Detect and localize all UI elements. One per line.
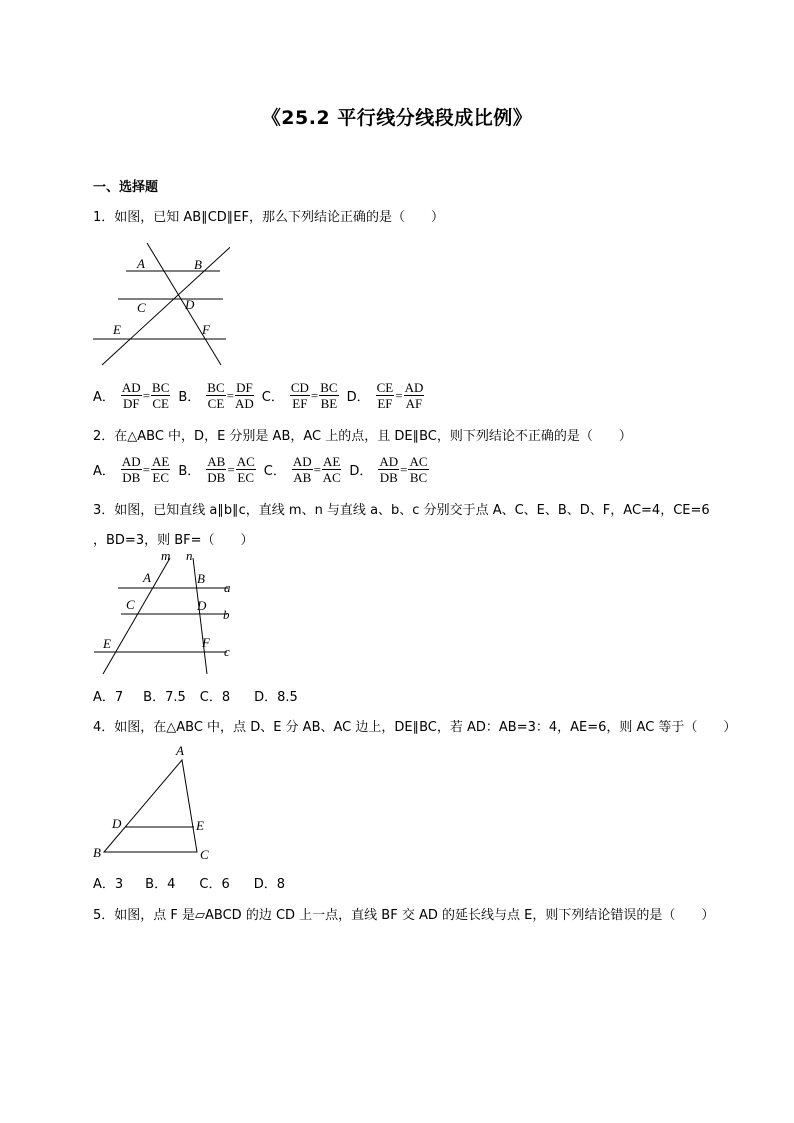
- option-b[interactable]: B． $\frac{AB}{DB}$ = $\frac{AC}{EC}$: [178, 454, 255, 485]
- fig3-label-m: m: [161, 548, 171, 563]
- option-a[interactable]: A． $\frac{AD}{DB}$ = $\frac{AE}{EC}$: [93, 454, 170, 485]
- option-d[interactable]: D． $\frac{CE}{EF}$ = $\frac{AD}{AF}$: [346, 380, 424, 411]
- question-3-line-2: ，BD=3，则 BF=（ ）: [93, 533, 254, 548]
- option-label: A．: [93, 464, 115, 479]
- option-b[interactable]: B．7.5: [143, 690, 186, 705]
- fig4-label-a: A: [176, 743, 184, 758]
- fig3-label-d-point: D: [197, 598, 207, 613]
- fraction: $\frac{AD}{AF}$: [404, 380, 424, 411]
- fig3-label-a-line: a: [224, 580, 231, 595]
- fig4-label-c: C: [200, 847, 209, 862]
- option-label: D．: [346, 390, 370, 405]
- option-label: A．: [93, 390, 115, 405]
- fraction: $\frac{BC}{CE}$: [152, 380, 170, 411]
- question-4-text: 4．如图，在△ABC 中，点 D、E 分 AB、AC 边上，DE∥BC，若 AD：AB=3：4，AE=6，则 AC 等于（ ）: [93, 720, 737, 735]
- option-c[interactable]: C．8: [199, 690, 231, 705]
- fig3-label-f-point: F: [202, 635, 210, 650]
- question-2-text: 2．在△ABC 中，D，E 分别是 AB，AC 上的点，且 DE∥BC，则下列结论不正确的是（ ）: [93, 429, 632, 444]
- option-label: C．: [261, 390, 284, 405]
- question-3-options: [93, 686, 298, 705]
- question-3-figure: [90, 548, 240, 678]
- question-1-figure: [90, 236, 230, 371]
- question-4-options: [93, 873, 285, 892]
- fig3-label-e-point: E: [103, 636, 111, 651]
- option-c[interactable]: C． $\frac{AD}{AB}$ = $\frac{AE}{AC}$: [263, 454, 341, 485]
- option-d[interactable]: D．8: [253, 877, 286, 892]
- question-1-text: 1．如图，已知 AB∥CD∥EF，那么下列结论正确的是（ ）: [93, 210, 444, 225]
- fig4-label-e: E: [196, 818, 204, 833]
- section-heading: 一、选择题: [93, 180, 159, 195]
- question-5-text: 5．如图，点 F 是▱ABCD 的边 CD 上一点，直线 BF 交 AD 的延长线与点 E，则下列结论错误的是（ ）: [93, 908, 715, 923]
- fig3-label-b-point: B: [197, 571, 205, 586]
- option-c[interactable]: C．6: [199, 877, 230, 892]
- fig3-label-c-line: c: [224, 644, 230, 659]
- fig1-label-f: F: [202, 322, 210, 337]
- fraction: $\frac{BC}{CE}$: [207, 380, 225, 411]
- page-title: 《25.2 平行线分线段成比例》: [261, 107, 533, 129]
- fraction: $\frac{DF}{AD}$: [234, 380, 254, 411]
- option-d[interactable]: D．8.5: [254, 690, 298, 705]
- fraction: $\frac{AD}{DF}$: [121, 380, 141, 411]
- option-label: D．: [349, 464, 373, 479]
- fraction: $\frac{CE}{EF}$: [376, 380, 394, 411]
- option-a[interactable]: A．3: [93, 877, 124, 892]
- fig3-label-a-point: A: [143, 570, 151, 585]
- fraction: $\frac{AC}{BC}$: [409, 454, 428, 485]
- question-1-options: [93, 380, 432, 411]
- option-b[interactable]: B．4: [145, 877, 176, 892]
- option-d[interactable]: D． $\frac{AD}{DB}$ = $\frac{AC}{BC}$: [349, 454, 428, 485]
- fig4-label-d: D: [112, 816, 122, 831]
- question-3-line-1: 3．如图，已知直线 a∥b∥c，直线 m、n 与直线 a、b、c 分别交于点 A、C、E、B、D、F，AC=4，CE=6: [93, 503, 710, 518]
- option-a[interactable]: A． $\frac{AD}{DF}$ = $\frac{BC}{CE}$: [93, 380, 170, 411]
- fraction: $\frac{CD}{EF}$: [290, 380, 309, 411]
- option-b[interactable]: B． $\frac{BC}{CE}$ = $\frac{DF}{AD}$: [178, 380, 254, 411]
- fig1-label-e: E: [113, 322, 121, 337]
- fraction: $\frac{AE}{EC}$: [152, 454, 170, 485]
- option-a[interactable]: A．7: [93, 690, 124, 705]
- fraction: $\frac{AC}{EC}$: [236, 454, 255, 485]
- fig1-label-a: A: [137, 256, 145, 271]
- option-c[interactable]: C． $\frac{CD}{EF}$ = $\frac{BC}{BE}$: [261, 380, 338, 411]
- fig3-label-b-line: b: [223, 607, 230, 622]
- fig4-label-b: B: [93, 845, 101, 860]
- fraction: $\frac{AD}{AB}$: [292, 454, 312, 485]
- fraction: $\frac{AE}{AC}$: [322, 454, 341, 485]
- option-label: B．: [178, 464, 201, 479]
- fraction: $\frac{AD}{DB}$: [121, 454, 141, 485]
- question-2-options: [93, 454, 437, 485]
- fraction: $\frac{AD}{DB}$: [379, 454, 399, 485]
- fraction: $\frac{AB}{DB}$: [207, 454, 226, 485]
- fraction: $\frac{BC}{BE}$: [320, 380, 338, 411]
- option-label: B．: [178, 390, 201, 405]
- option-label: C．: [263, 464, 286, 479]
- question-4-figure: [90, 740, 215, 865]
- fig1-label-c: C: [137, 300, 146, 315]
- fig3-label-c-point: C: [126, 597, 135, 612]
- fig3-label-n: n: [186, 548, 193, 563]
- fig1-label-b: B: [194, 257, 202, 272]
- fig1-label-d: D: [185, 297, 195, 312]
